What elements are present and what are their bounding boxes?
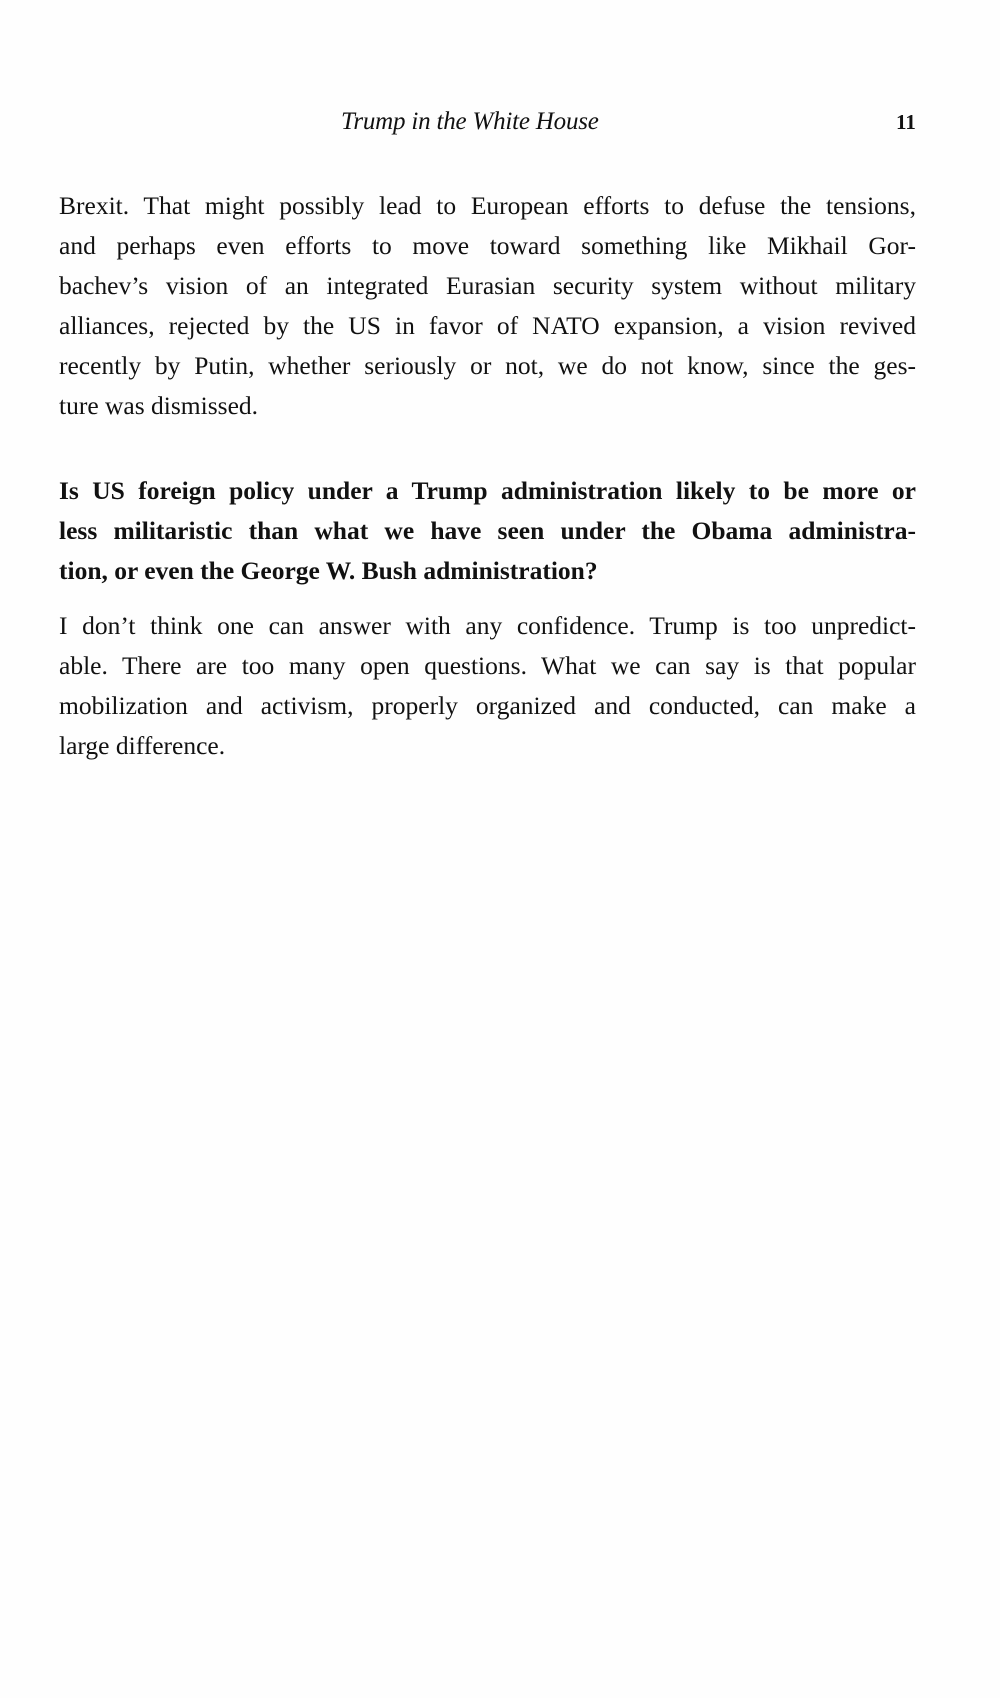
interview-answer [59, 606, 916, 766]
answer-line: large difference. [59, 731, 226, 760]
text-line: bachev’s vision of an integrated Eurasian security system without military [59, 271, 916, 300]
question-line: less militaristic than what we have seen under the Obama administra- [59, 516, 916, 545]
running-title: Trump in the White House [341, 108, 599, 135]
running-head [0, 108, 1000, 144]
page-number: 11 [896, 110, 916, 134]
text-line: ture was dismissed. [59, 391, 259, 420]
text-line: recently by Putin, whether seriously or not, we do not know, since the ges- [59, 351, 916, 380]
question-line: Is US foreign policy under a Trump administration likely to be more or [59, 476, 916, 505]
question-line: tion, or even the George W. Bush administration? [59, 556, 598, 585]
continuation-paragraph [59, 186, 916, 426]
text-line: Brexit. That might possibly lead to European efforts to defuse the tensions, [59, 191, 916, 220]
answer-line: mobilization and activism, properly organized and conducted, can make a [59, 691, 916, 720]
answer-line: I don’t think one can answer with any confidence. Trump is too unpredict- [59, 611, 916, 640]
answer-line: able. There are too many open questions. What we can say is that popular [59, 651, 916, 680]
text-line: alliances, rejected by the US in favor of NATO expansion, a vision revived [59, 311, 916, 340]
interview-question [59, 471, 916, 591]
text-line: and perhaps even efforts to move toward something like Mikhail Gor- [59, 231, 916, 260]
